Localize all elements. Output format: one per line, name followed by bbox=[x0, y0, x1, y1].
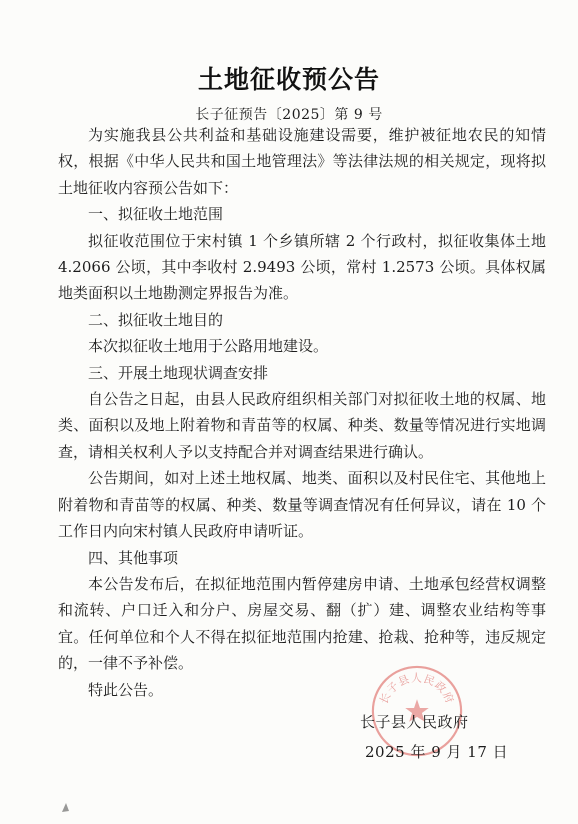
svg-text:长子县人民政府: 长子县人民政府 bbox=[377, 671, 457, 707]
purpose-paragraph: 本次拟征收土地用于公路用地建设。 bbox=[88, 337, 329, 356]
survey-paragraph: 自公告之日起，由县人民政府组织相关部门对拟征收土地的权属、地类、面积以及地上附着物和青苗等的权属、种类、数量等情况进行实地调查，请相关权利人予以支持配合并对调查结果进行确认。 bbox=[58, 390, 546, 461]
signature-organization: 长子县人民政府 bbox=[360, 713, 469, 731]
section-heading-scope: 一、拟征收土地范围 bbox=[88, 205, 224, 224]
intro-paragraph: 为实施我县公共利益和基础设施建设需要，维护被征地农民的知情权，根据《中华人民共和国土地管理法》等法律法规的相关规定，现将拟土地征收内容预公告如下： bbox=[58, 126, 546, 197]
document-title: 土地征收预公告 bbox=[197, 65, 380, 94]
section-heading-survey: 三、开展土地现状调查安排 bbox=[88, 363, 269, 382]
document-body bbox=[58, 122, 546, 703]
section-heading-other: 四、其他事项 bbox=[88, 548, 179, 567]
objection-paragraph: 公告期间，如对上述土地权属、地类、面积以及村民住宅、其他地上附着物和青苗等的权属、种类、数量等调查情况有任何异议，请在 10 个工作日内向宋村镇人民政府申请听证。 bbox=[58, 469, 546, 541]
scope-paragraph: 拟征收范围位于宋村镇 1 个乡镇所辖 2 个行政村，拟征收集体土地 4.2066 公顷，其中李收村 2.9493 公顷，常村 1.2573 公顷。具体权属地类面积以土地勘测定界报告为准。 bbox=[58, 231, 546, 303]
section-heading-purpose: 二、拟征收土地目的 bbox=[88, 310, 224, 329]
scan-mark-icon bbox=[60, 800, 74, 814]
other-matters-paragraph: 本公告发布后，在拟征地范围内暂停建房申请、土地承包经营权调整和流转、户口迁入和分户、房屋交易、翻（扩）建、调整农业结构等事宜。任何单位和个人不得在拟征地范围内抢建、抢栽、抢种等，违反规定的，一律不予补偿。 bbox=[58, 574, 546, 673]
closing-paragraph: 特此公告。 bbox=[88, 680, 164, 699]
signature-date: 2025 年 9 月 17 日 bbox=[365, 743, 509, 761]
document-number: 长子征预告〔2025〕第 9 号 bbox=[195, 107, 383, 123]
